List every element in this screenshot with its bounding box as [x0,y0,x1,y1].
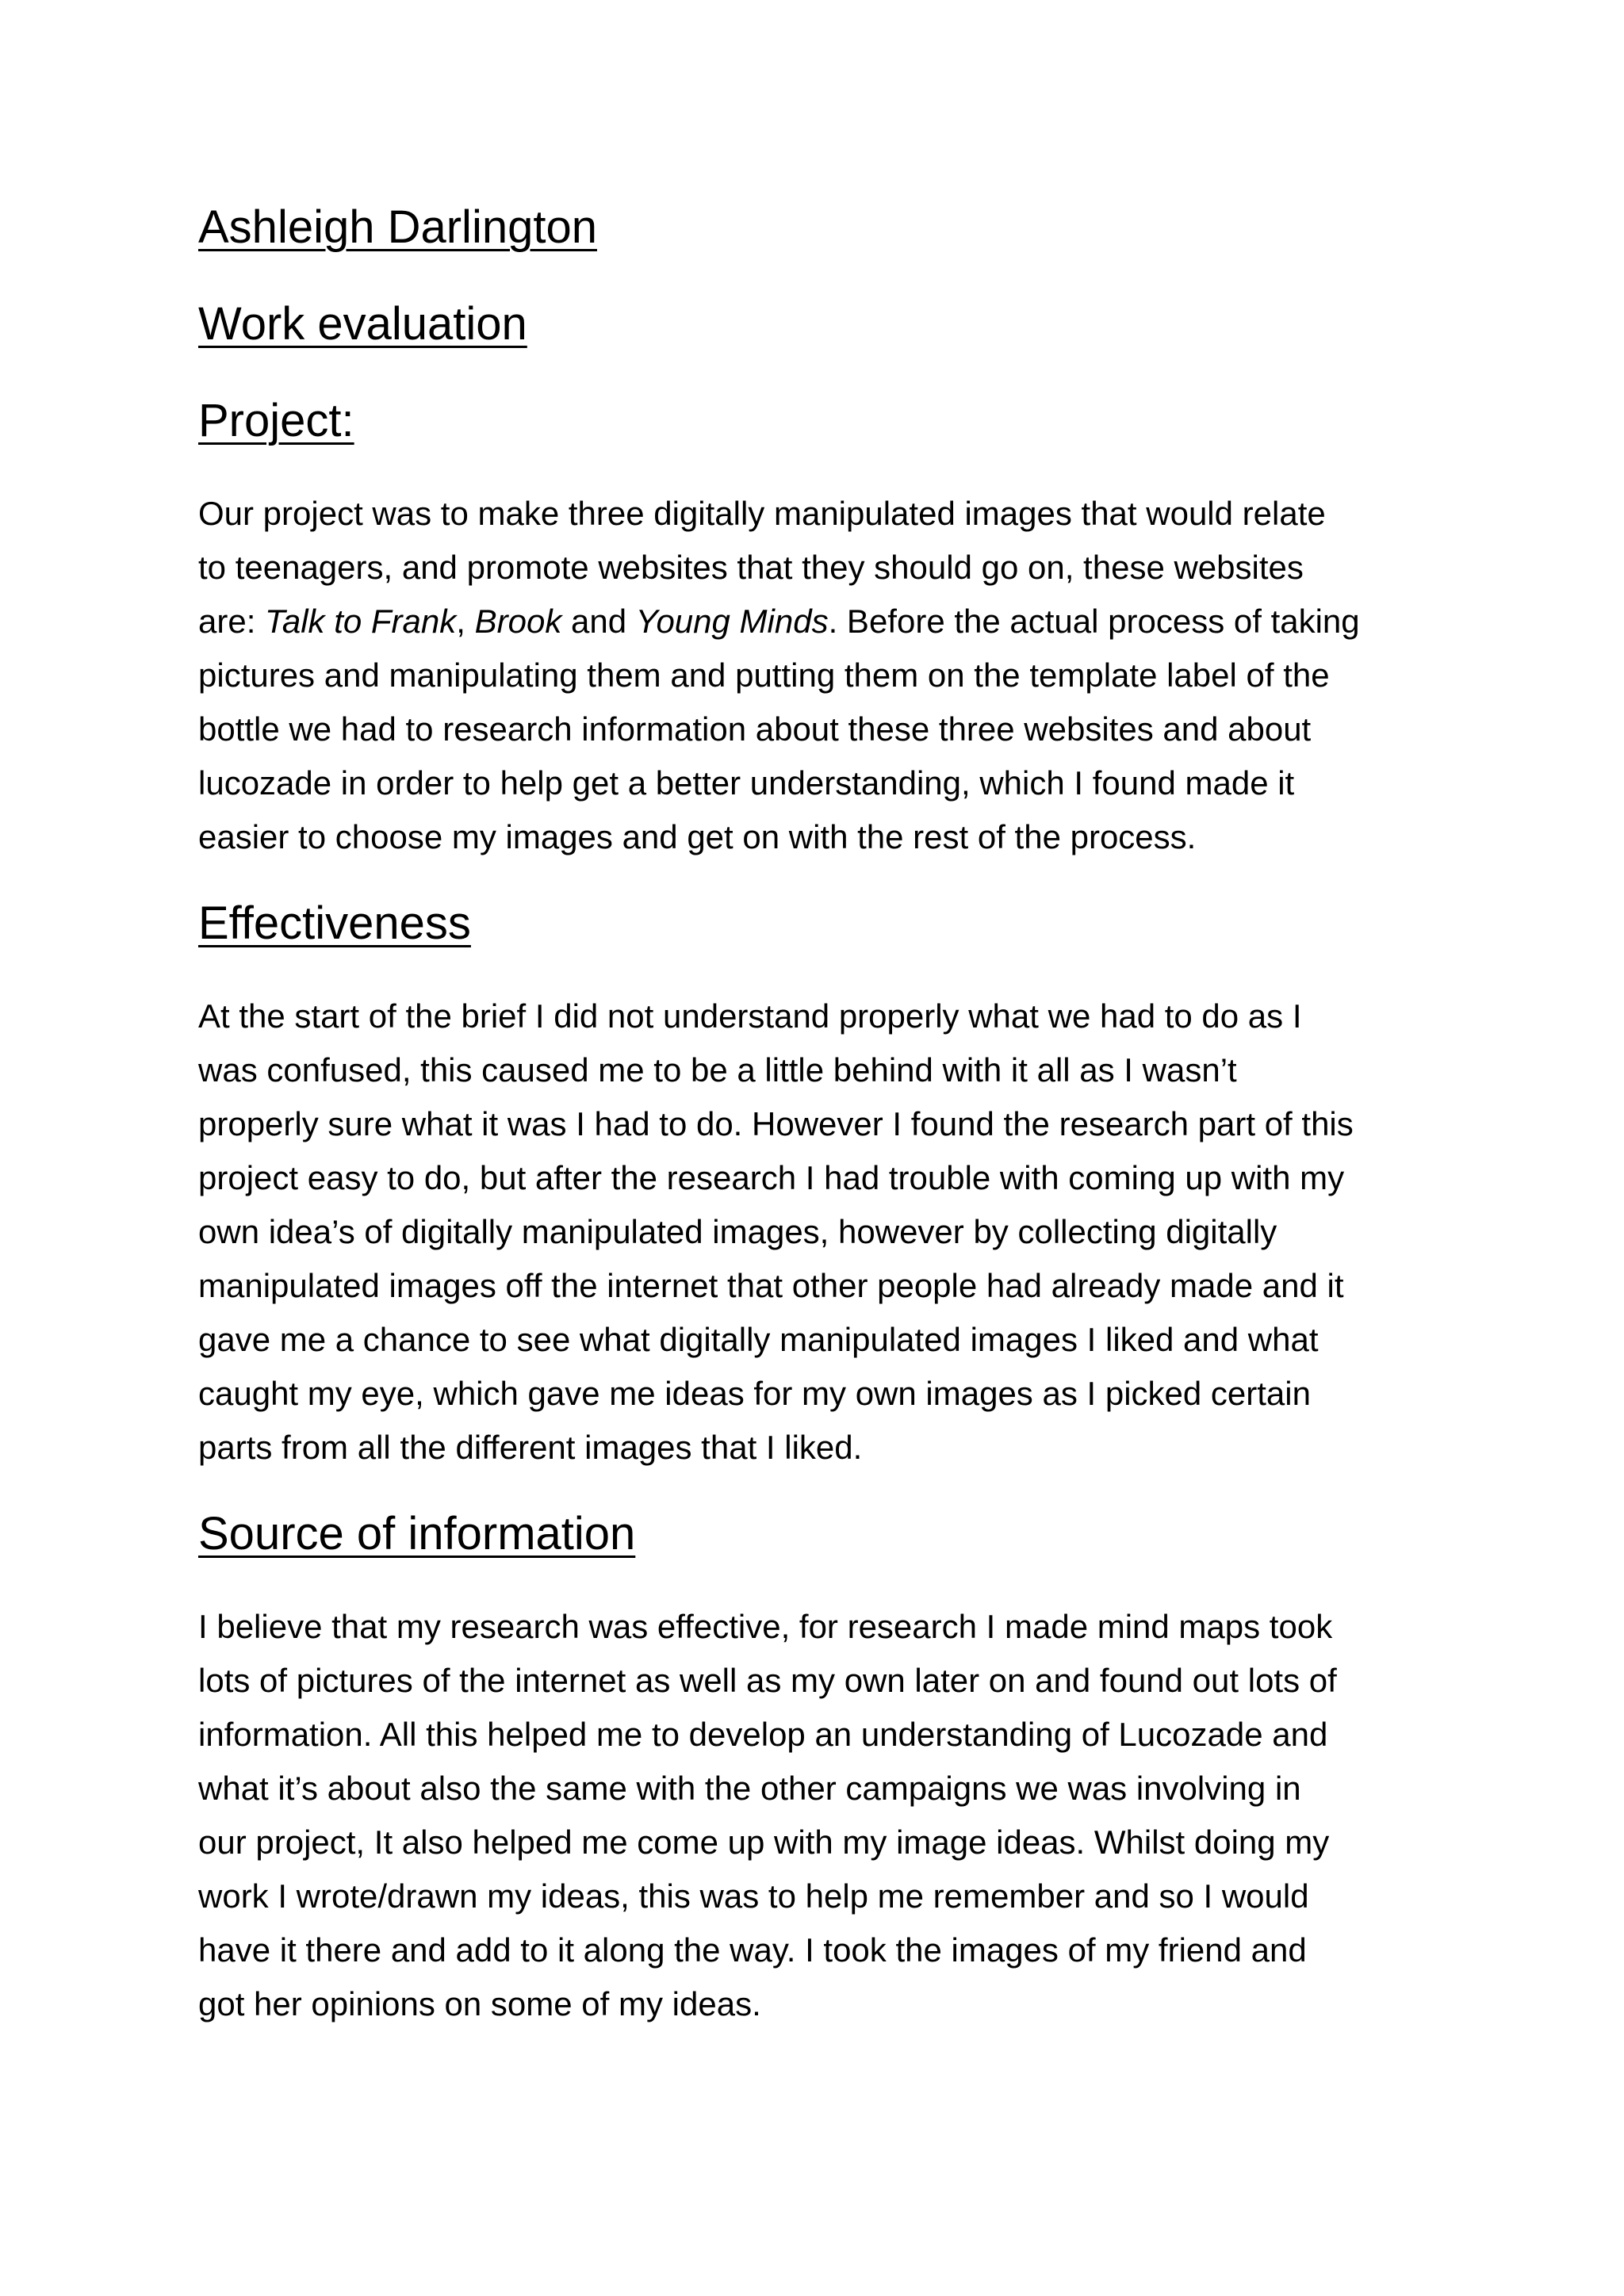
project-paragraph [198,487,1451,864]
paragraph-line [198,1421,1451,1475]
text-run: got her opinions on some of my ideas. [198,1985,761,2022]
text-run: bottle we had to research information about these three websites and about [198,710,1312,748]
text-run: properly sure what it was I had to do. However I found the research part of this [198,1105,1354,1142]
text-run: information. All this helped me to develop an understanding of Lucozade and [198,1716,1328,1753]
paragraph-line [198,1923,1451,1977]
paragraph-line [198,989,1451,1043]
paragraph-line [198,1708,1451,1762]
text-run: gave me a chance to see what digitally manipulated images I liked and what [198,1321,1319,1358]
effectiveness-paragraph [198,989,1451,1475]
paragraph-line [198,541,1451,595]
paragraph-line [198,595,1451,649]
effectiveness-heading: Effectiveness [198,897,471,949]
paragraph-line [198,1151,1451,1205]
paragraph-line [198,1367,1451,1421]
paragraph-line [198,487,1451,541]
text-run: and [561,603,636,640]
paragraph-line [198,810,1451,864]
text-run: project easy to do, but after the research I had trouble with coming up with my [198,1159,1345,1196]
paragraph-line [198,702,1451,756]
text-run: parts from all the different images that I liked. [198,1429,863,1466]
text-run: Our project was to make three digitally manipulated images that would relate [198,495,1326,532]
paragraph-line [198,1313,1451,1367]
text-run: to teenagers, and promote websites that they should go on, these websites [198,549,1304,586]
paragraph-line [198,1869,1451,1923]
paragraph-line [198,1762,1451,1816]
text-run: pictures and manipulating them and putting them on the template label of the [198,656,1330,694]
source-heading: Source of information [198,1508,636,1559]
document-subtitle: Work evaluation [198,298,527,350]
text-run: , [456,603,475,640]
text-run: what it’s about also the same with the other campaigns we was involving in [198,1770,1301,1807]
paragraph-line [198,1043,1451,1097]
paragraph-line [198,1816,1451,1869]
paragraph-line [198,1259,1451,1313]
paragraph-line [198,649,1451,702]
text-run: easier to choose my images and get on with the rest of the process. [198,818,1197,855]
paragraph-line [198,756,1451,810]
text-run: caught my eye, which gave me ideas for my own images as I picked certain [198,1375,1311,1412]
website-name: Young Minds [635,603,829,640]
text-run: are: [198,603,266,640]
project-heading: Project: [198,395,354,446]
text-run: our project, It also helped me come up with my image ideas. Whilst doing my [198,1823,1330,1861]
text-run: . Before the actual process of taking [828,603,1360,640]
text-run: I believe that my research was effective, for research I made mind maps took [198,1608,1333,1645]
paragraph-line [198,1097,1451,1151]
text-run: At the start of the brief I did not understand properly what we had to do as I [198,997,1302,1035]
text-run: was confused, this caused me to be a little behind with it all as I wasn’t [198,1051,1237,1089]
author-name: Ashleigh Darlington [198,201,597,253]
paragraph-line [198,1600,1451,1654]
paragraph-line [198,1205,1451,1259]
text-run: work I wrote/drawn my ideas, this was to help me remember and so I would [198,1877,1309,1915]
text-run: own idea’s of digitally manipulated images, however by collecting digitally [198,1213,1277,1250]
text-run: lucozade in order to help get a better understanding, which I found made it [198,764,1295,802]
paragraph-line [198,1977,1451,2031]
text-run: have it there and add to it along the way. I took the images of my friend and [198,1931,1307,1969]
paragraph-line [198,1654,1451,1708]
website-name: Brook [474,603,562,640]
text-run: manipulated images off the internet that other people had already made and it [198,1267,1344,1304]
source-paragraph [198,1600,1451,2031]
text-run: lots of pictures of the internet as well as my own later on and found out lots of [198,1662,1337,1699]
website-name: Talk to Frank [265,603,457,640]
